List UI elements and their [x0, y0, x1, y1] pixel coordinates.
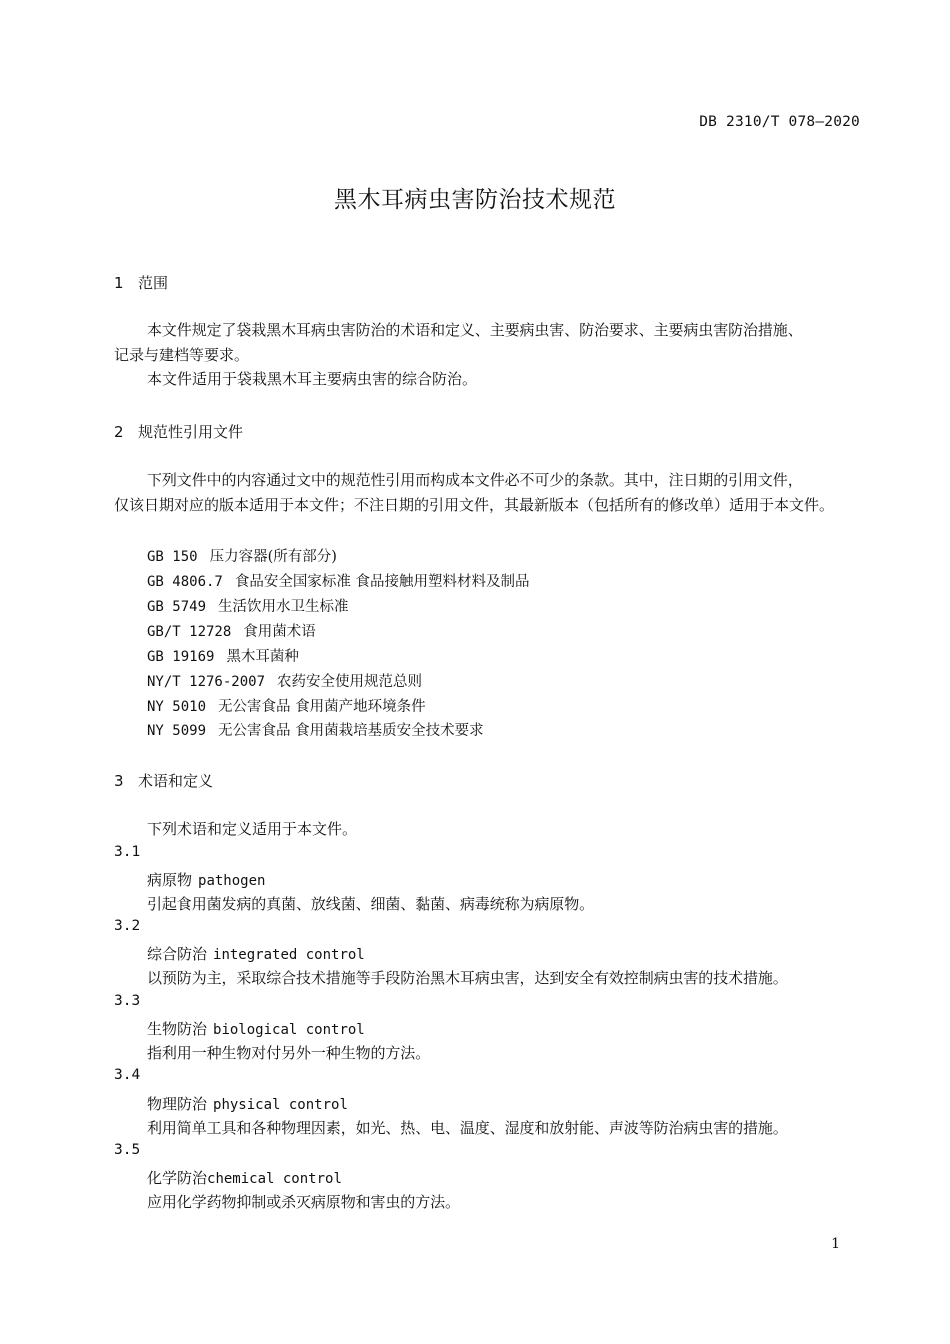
reference-code: GB 5749 [147, 599, 207, 615]
reference-item [147, 620, 316, 641]
term-en: chemical control [207, 1171, 342, 1187]
term-definition: 以预防为主，采取综合技术措施等手段防治黑木耳病虫害，达到安全有效控制病虫害的技术措施。 [147, 969, 788, 987]
reference-title: 食用菌术语 [243, 624, 316, 640]
reference-item [147, 719, 484, 740]
page-number: 1 [831, 1236, 840, 1252]
section-3-heading [114, 770, 213, 791]
reference-item [147, 695, 426, 716]
section-number: 2 [114, 423, 124, 441]
reference-code: GB 19169 [147, 649, 215, 665]
reference-title: 食品安全国家标准 食品接触用塑料材料及制品 [234, 574, 530, 590]
term-definition: 应用化学药物抑制或杀灭病原物和害虫的方法。 [147, 1193, 460, 1211]
reference-title: 无公害食品 食用菌产地环境条件 [218, 699, 426, 715]
reference-title: 农药安全使用规范总则 [277, 674, 423, 690]
paragraph-continuation: 记录与建档等要求。 [114, 346, 250, 364]
reference-item [147, 670, 422, 691]
paragraph-line: 下列文件中的内容通过文中的规范性引用而构成本文件必不可少的条款。其中，注日期的引用文件， [147, 471, 803, 489]
reference-item [147, 645, 299, 666]
term-en: physical control [213, 1097, 348, 1113]
term-number: 3.5 [114, 1142, 141, 1158]
term-number: 3.4 [114, 1067, 141, 1083]
reference-title: 无公害食品 食用菌栽培基质安全技术要求 [218, 723, 484, 739]
reference-code: NY 5010 [147, 699, 207, 715]
paragraph-continuation: 仅该日期对应的版本适用于本文件；不注日期的引用文件，其最新版本（包括所有的修改单）适用于本文件。 [114, 496, 835, 514]
reference-code: NY 5099 [147, 723, 207, 739]
term-zh: 生物防治 [147, 1020, 208, 1038]
reference-item [147, 545, 337, 566]
term-en: integrated control [213, 947, 365, 963]
section-1-paragraph-1 [114, 318, 862, 368]
reference-item [147, 570, 529, 591]
reference-item [147, 595, 349, 616]
section-2-heading [114, 421, 243, 442]
reference-code: GB 4806.7 [147, 574, 223, 590]
term-en: pathogen [198, 873, 266, 889]
term-heading [147, 1093, 348, 1114]
paragraph-line: 本文件规定了袋栽黑木耳病虫害防治的术语和定义、主要病虫害、防治要求、主要病虫害防治措施、 [147, 321, 803, 339]
term-number: 3.3 [114, 993, 141, 1009]
document-title: 黑木耳病虫害防治技术规范 [334, 187, 616, 213]
term-heading [147, 869, 265, 890]
document-code: DB 2310/T 078—2020 [699, 114, 860, 130]
section-title: 规范性引用文件 [138, 423, 244, 441]
section-3-intro: 下列术语和定义适用于本文件。 [147, 820, 358, 838]
term-en: biological control [213, 1022, 365, 1038]
term-heading [147, 943, 365, 964]
term-number: 3.1 [114, 844, 141, 860]
section-title: 范围 [138, 274, 169, 292]
term-zh: 病原物 [147, 871, 193, 889]
term-definition: 引起食用菌发病的真菌、放线菌、细菌、黏菌、病毒统称为病原物。 [147, 895, 595, 913]
term-zh: 物理防治 [147, 1095, 208, 1113]
reference-title: 黑木耳菌种 [226, 649, 299, 665]
reference-code: GB 150 [147, 549, 198, 565]
section-title: 术语和定义 [138, 772, 214, 790]
reference-code: NY/T 1276-2007 [147, 674, 266, 690]
section-1-heading [114, 272, 168, 293]
term-heading [147, 1167, 342, 1188]
section-2-intro [114, 468, 862, 518]
term-zh: 综合防治 [147, 945, 208, 963]
reference-title: 生活饮用水卫生标准 [218, 599, 349, 615]
section-1-paragraph-2: 本文件适用于袋栽黑木耳主要病虫害的综合防治。 [147, 370, 478, 388]
section-number: 1 [114, 274, 124, 292]
reference-code: GB/T 12728 [147, 624, 232, 640]
term-heading [147, 1018, 365, 1039]
term-number: 3.2 [114, 918, 141, 934]
reference-title: 压力容器(所有部分) [209, 549, 337, 565]
term-zh: 化学防治 [147, 1169, 208, 1187]
term-definition: 指利用一种生物对付另外一种生物的方法。 [147, 1044, 431, 1062]
term-definition: 利用简单工具和各种物理因素，如光、热、电、温度、湿度和放射能、声波等防治病虫害的措施。 [147, 1119, 788, 1137]
section-number: 3 [114, 772, 124, 790]
